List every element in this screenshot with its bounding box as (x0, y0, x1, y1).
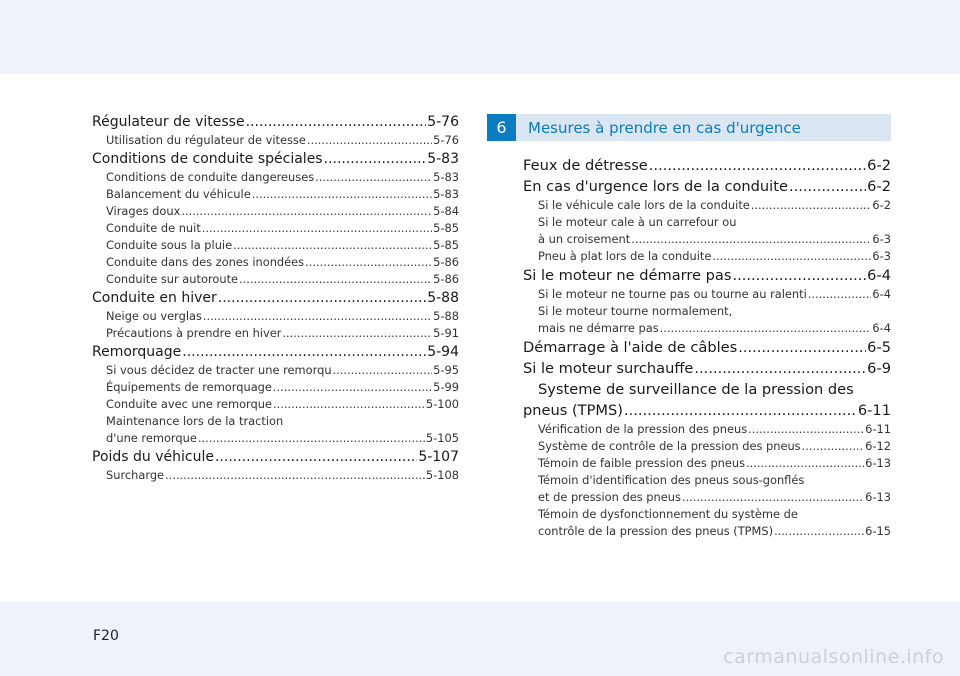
chapter-number: 6 (487, 114, 516, 141)
leader-dots (712, 248, 871, 265)
leader-dots (802, 438, 865, 455)
toc-entry-page: 5-83 (433, 170, 459, 184)
toc-entry-title: Utilisation du régulateur de vitesse (106, 133, 306, 147)
toc-entry-page: 5-88 (433, 309, 459, 323)
toc-entry-title: Si le moteur ne démarre pas (523, 267, 732, 284)
toc-entry-title: Conditions de conduite spéciales (92, 151, 323, 167)
toc-entry-title: Précautions à prendre en hiver (106, 326, 282, 340)
toc-entry-title: Feux de détresse (523, 157, 648, 174)
leader-dots (239, 271, 432, 288)
toc-entry-title: Virages doux (106, 204, 181, 218)
chapter-title: Mesures à prendre en cas d'urgence (516, 114, 891, 141)
toc-subentry[interactable] (523, 303, 891, 320)
toc-entry-title: Conduite sous la pluie (106, 238, 233, 252)
toc-entry[interactable] (523, 359, 891, 379)
header-band (0, 0, 960, 74)
toc-entry-page: 5-107 (418, 449, 459, 465)
leader-dots (624, 401, 857, 421)
leader-dots (198, 430, 425, 447)
leader-dots (203, 308, 432, 325)
toc-entry-title: à un croisement (538, 232, 631, 246)
toc-subentry[interactable] (92, 186, 459, 203)
toc-entry-page: 6-9 (867, 360, 891, 377)
toc-subentry[interactable] (523, 472, 891, 489)
toc-entry[interactable] (523, 266, 891, 286)
toc-entry-page: 6-13 (865, 490, 891, 504)
toc-subentry[interactable] (523, 231, 891, 248)
toc-subentry[interactable] (92, 169, 459, 186)
toc-subentry[interactable] (92, 413, 459, 430)
toc-entry-title: Conduite dans des zones inondées (106, 255, 305, 269)
toc-entry[interactable] (523, 338, 891, 358)
toc-subentry[interactable] (523, 421, 891, 438)
toc-entry-title: pneus (TPMS) (523, 402, 623, 419)
toc-subentry[interactable] (92, 271, 459, 288)
toc-entry[interactable] (92, 448, 459, 467)
leader-dots (324, 150, 427, 169)
toc-entry-title: En cas d'urgence lors de la conduite (523, 178, 788, 195)
leader-dots (181, 203, 432, 220)
toc-subentry[interactable] (92, 132, 459, 149)
toc-subentry[interactable] (92, 308, 459, 325)
toc-subentry[interactable] (523, 523, 891, 540)
page-number: F20 (93, 628, 119, 644)
toc-entry-title: et de pression des pneus (538, 490, 681, 504)
toc-entry-page: 5-85 (433, 221, 459, 235)
toc-entry-page: 5-105 (425, 431, 459, 445)
toc-entry-page: 5-100 (425, 397, 459, 411)
toc-entry[interactable] (523, 177, 891, 197)
leader-dots (333, 362, 433, 379)
toc-entry-page: 5-76 (427, 114, 459, 130)
toc-entry-title: Conduite avec une remorque (106, 397, 272, 411)
toc-entry-title: Poids du véhicule (92, 449, 214, 465)
toc-entry-title: Neige ou verglas (106, 309, 202, 323)
toc-entry-title: Si le moteur cale à un carrefour ou (538, 215, 737, 229)
leader-dots (751, 197, 872, 214)
toc-entry-page: 5-86 (433, 255, 459, 269)
watermark: carmanualsonline.info (723, 646, 944, 668)
toc-entry-page: 5-84 (433, 204, 459, 218)
leader-dots (315, 169, 432, 186)
toc-entry-page: 6-11 (865, 422, 891, 436)
toc-entry-page: 5-83 (433, 187, 459, 201)
toc-entry-page: 5-76 (433, 133, 459, 147)
toc-entry-page: 5-85 (433, 238, 459, 252)
toc-entry-title: Si le moteur surchauffe (523, 360, 694, 377)
toc-subentry[interactable] (523, 506, 891, 523)
toc-subentry[interactable] (92, 203, 459, 220)
toc-entry[interactable] (523, 401, 891, 421)
toc-entry-title: Conduite en hiver (92, 290, 217, 306)
toc-entry-title: Si vous décidez de tracter une remorqu (106, 363, 332, 377)
toc-entry-title: Systeme de surveillance de la pression des (538, 381, 854, 398)
toc-entry-title: mais ne démarre pas (538, 321, 659, 335)
toc-column-right (523, 155, 891, 540)
toc-entry-page: 5-95 (433, 363, 459, 377)
toc-entry-title: Si le moteur tourne normalement, (538, 304, 733, 318)
leader-dots (789, 177, 866, 197)
toc-subentry[interactable] (92, 379, 459, 396)
toc-entry-page: 6-15 (865, 524, 891, 538)
toc-entry[interactable] (92, 113, 459, 132)
leader-dots (233, 237, 432, 254)
leader-dots (808, 286, 872, 303)
toc-entry-title: Démarrage à l'aide de câbles (523, 339, 738, 356)
toc-entry-page: 5-91 (433, 326, 459, 340)
toc-subentry[interactable] (523, 214, 891, 231)
toc-entry-title: Témoin d'identification des pneus sous-gonflés (538, 473, 805, 487)
toc-entry-title: d'une remorque (106, 431, 197, 445)
toc-entry-page: 6-5 (867, 339, 891, 356)
toc-subentry[interactable] (92, 325, 459, 342)
toc-entry-page: 5-94 (427, 344, 459, 360)
toc-entry-title: Équipements de remorquage (106, 380, 272, 394)
leader-dots (273, 379, 432, 396)
toc-entry[interactable] (523, 156, 891, 176)
toc-subentry[interactable] (523, 489, 891, 506)
toc-entry-title: Si le véhicule cale lors de la conduite (538, 198, 750, 212)
toc-subentry[interactable] (92, 430, 459, 447)
toc-entry-title: Conduite sur autoroute (106, 272, 239, 286)
toc-subentry[interactable] (92, 396, 459, 413)
toc-subentry[interactable] (92, 467, 459, 484)
toc-entry-title: Témoin de dysfonctionnement du système de (538, 507, 798, 521)
toc-entry-title: Surcharge (106, 468, 165, 482)
toc-entry-page: 6-3 (872, 249, 891, 263)
leader-dots (252, 186, 432, 203)
leader-dots (305, 254, 432, 271)
toc-entry-title: Vérification de la pression des pneus (538, 422, 748, 436)
toc-entry-title: Témoin de faible pression des pneus (538, 456, 746, 470)
toc-subentry[interactable] (523, 455, 891, 472)
toc-entry[interactable] (92, 150, 459, 169)
leader-dots (748, 421, 864, 438)
toc-entry-page: 6-2 (867, 178, 891, 195)
toc-entry-title: Remorquage (92, 344, 182, 360)
toc-entry-title: Conduite de nuit (106, 221, 201, 235)
toc-entry-page: 6-13 (865, 456, 891, 470)
leader-dots (202, 220, 432, 237)
leader-dots (774, 523, 864, 540)
toc-subentry[interactable] (523, 438, 891, 455)
leader-dots (182, 343, 426, 362)
leader-dots (746, 455, 864, 472)
toc-entry-page: 6-2 (867, 157, 891, 174)
leader-dots (165, 467, 425, 484)
toc-subentry[interactable] (92, 254, 459, 271)
toc-entry-page: 6-4 (872, 321, 891, 335)
toc-entry[interactable] (92, 343, 459, 362)
leader-dots (282, 325, 432, 342)
toc-entry-title: Si le moteur ne tourne pas ou tourne au ralenti (538, 287, 807, 301)
toc-entry-page: 5-86 (433, 272, 459, 286)
leader-dots (273, 396, 425, 413)
toc-entry-title: Balancement du véhicule (106, 187, 251, 201)
toc-entry-page: 6-3 (872, 232, 891, 246)
toc-entry-page: 6-2 (872, 198, 891, 212)
toc-entry-title: Conditions de conduite dangereuses (106, 170, 315, 184)
leader-dots (246, 113, 427, 132)
leader-dots (307, 132, 432, 149)
toc-entry[interactable] (523, 380, 891, 400)
toc-entry-page: 5-108 (425, 468, 459, 482)
toc-subentry[interactable] (92, 220, 459, 237)
leader-dots (649, 156, 866, 176)
leader-dots (218, 289, 426, 308)
toc-entry[interactable] (92, 289, 459, 308)
toc-column-left (92, 112, 459, 484)
toc-subentry[interactable] (523, 248, 891, 265)
toc-entry-title: Système de contrôle de la pression des pneus (538, 439, 801, 453)
toc-entry-page: 6-12 (865, 439, 891, 453)
toc-subentry[interactable] (523, 197, 891, 214)
toc-entry-page: 5-99 (433, 380, 459, 394)
leader-dots (682, 489, 864, 506)
toc-entry-page: 5-83 (427, 151, 459, 167)
toc-subentry[interactable] (523, 286, 891, 303)
toc-subentry[interactable] (92, 362, 459, 379)
toc-subentry[interactable] (92, 237, 459, 254)
toc-entry-title: contrôle de la pression des pneus (TPMS) (538, 524, 774, 538)
toc-entry-page: 5-88 (427, 290, 459, 306)
toc-entry-page: 6-11 (857, 402, 891, 419)
toc-subentry[interactable] (523, 320, 891, 337)
leader-dots (694, 359, 866, 379)
toc-entry-title: Régulateur de vitesse (92, 114, 245, 130)
leader-dots (631, 231, 871, 248)
toc-entry-title: Maintenance lors de la traction (106, 414, 284, 428)
leader-dots (215, 448, 417, 467)
chapter-header (487, 114, 891, 141)
leader-dots (660, 320, 872, 337)
leader-dots (738, 338, 866, 358)
toc-entry-page: 6-4 (872, 287, 891, 301)
toc-entry-page: 6-4 (867, 267, 891, 284)
toc-entry-title: Pneu à plat lors de la conduite (538, 249, 712, 263)
leader-dots (732, 266, 866, 286)
